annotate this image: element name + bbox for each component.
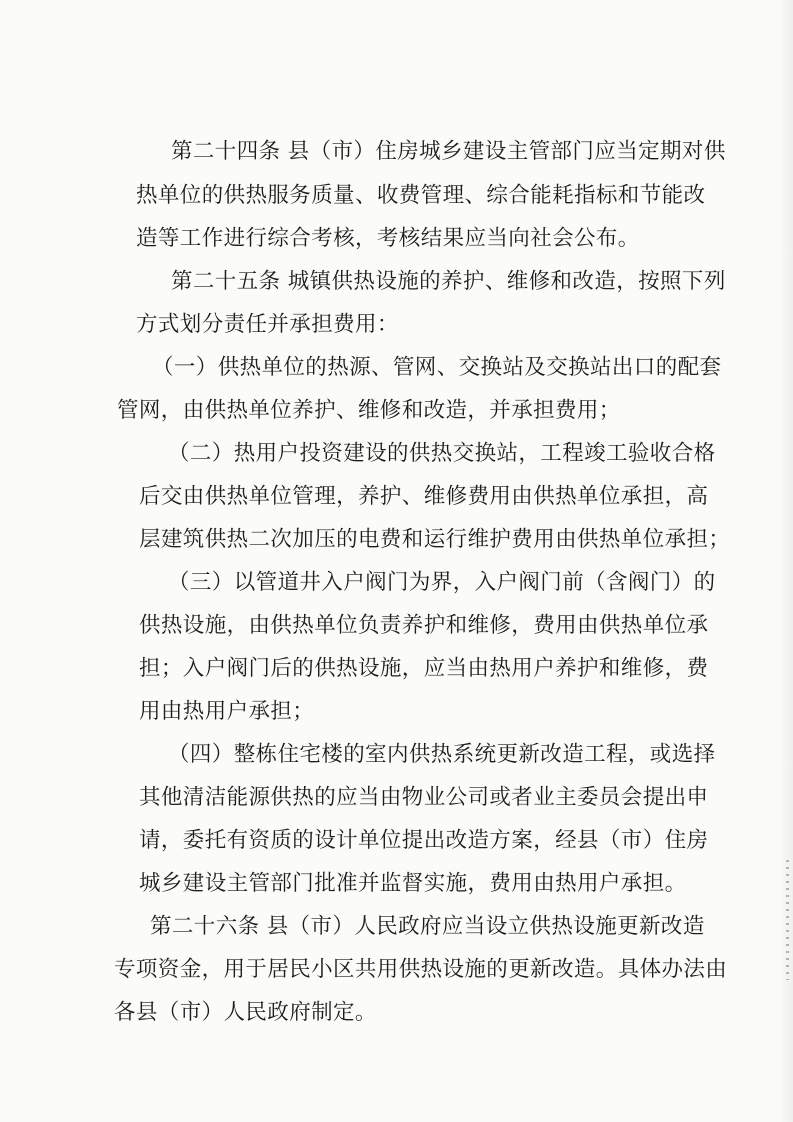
- article-24-line-1: 第二十四条 县（市）住房城乡建设主管部门应当定期对供: [171, 139, 726, 164]
- article-24-line-2: 热单位的供热服务质量、收费管理、综合能耗指标和节能改: [136, 183, 706, 208]
- item-1-line-2: 管网，由供热单位养护、维修和改造，并承担费用；: [117, 398, 621, 423]
- scan-edge-marks: [786, 860, 789, 980]
- article-25-line-2: 方式划分责任并承担费用：: [136, 312, 399, 337]
- item-2-line-2: 后交由供热单位管理，养护、维修费用由供热单位承担，高: [139, 484, 709, 509]
- article-26-line-3: 各县（市）人民政府制定。: [114, 1000, 377, 1025]
- item-4-line-3: 请，委托有资质的设计单位提出改造方案，经县（市）住房: [139, 828, 709, 853]
- item-4-line-4: 城乡建设主管部门批准并监督实施，费用由热用户承担。: [139, 871, 687, 896]
- item-3-line-3: 担；入户阀门后的供热设施，应当由热用户养护和维修，费: [139, 656, 709, 681]
- article-25-line-1: 第二十五条 城镇供热设施的养护、维修和改造，按照下列: [171, 269, 726, 294]
- item-2-line-1: （二）热用户投资建设的供热交换站，工程竣工验收合格: [168, 441, 716, 466]
- item-3-line-4: 用由热用户承担；: [139, 699, 315, 724]
- item-4-line-2: 其他清洁能源供热的应当由物业公司或者业主委员会提出申: [139, 785, 709, 810]
- article-26-line-1: 第二十六条 县（市）人民政府应当设立供热设施更新改造: [150, 914, 705, 939]
- item-3-line-1: （三）以管道井入户阀门为界，入户阀门前（含阀门）的: [168, 570, 716, 595]
- item-1-line-1: （一）供热单位的热源、管网、交换站及交换站出口的配套: [152, 355, 722, 380]
- item-4-line-1: （四）整栋住宅楼的室内供热系统更新改造工程，或选择: [168, 742, 716, 767]
- article-26-line-2: 专项资金，用于居民小区共用供热设施的更新改造。具体办法由: [114, 957, 728, 982]
- article-24-line-3: 造等工作进行综合考核，考核结果应当向社会公布。: [136, 226, 640, 251]
- item-3-line-2: 供热设施，由供热单位负责养护和维修，费用由供热单位承: [139, 613, 709, 638]
- item-2-line-3: 层建筑供热二次加压的电费和运行维护费用由供热单位承担；: [139, 527, 731, 552]
